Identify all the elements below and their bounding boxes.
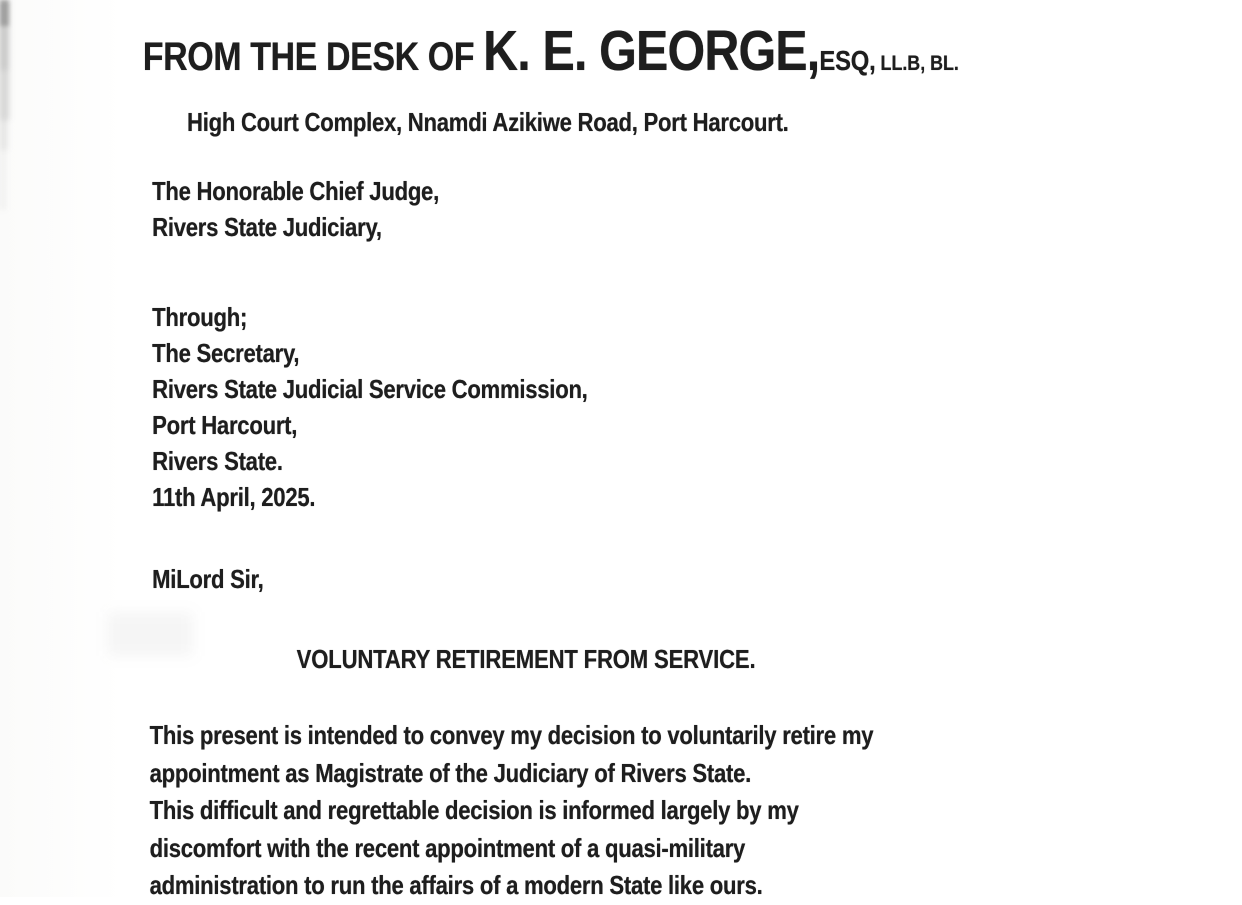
- letterhead-esq: ESQ,: [819, 45, 876, 76]
- through-line: The Secretary,: [152, 338, 300, 368]
- letterhead-credentials: LL.B, BL.: [875, 52, 959, 75]
- body-line: discomfort with the recent appointment of a quasi-military: [149, 832, 746, 863]
- through-block: [0, 299, 1242, 515]
- body-line: This present is intended to convey my decision to voluntarily retire my: [149, 720, 874, 750]
- letterhead: [0, 20, 1242, 97]
- body-line: administration to run the affairs of a modern State like ours.: [149, 870, 763, 900]
- through-line: Rivers State.: [152, 446, 283, 476]
- body-paragraph: [0, 717, 1242, 905]
- recipient-line: The Honorable Chief Judge,: [152, 176, 439, 206]
- recipient-line: Rivers State Judiciary,: [152, 212, 382, 242]
- recipient-block: [0, 173, 1242, 245]
- letterhead-name: K. E. GEORGE,: [483, 19, 820, 83]
- subject-line: VOLUNTARY RETIREMENT FROM SERVICE.: [296, 644, 756, 674]
- through-line: Through;: [152, 302, 248, 332]
- letterhead-address: High Court Complex, Nnamdi Azikiwe Road, Port Harcourt.: [187, 107, 789, 137]
- letterhead-prefix: FROM THE DESK OF: [142, 35, 484, 79]
- body-line: This difficult and regrettable decision is informed largely by my: [149, 795, 799, 825]
- through-line: Port Harcourt,: [152, 410, 298, 440]
- through-line: Rivers State Judicial Service Commission,: [152, 374, 588, 404]
- body-line: appointment as Magistrate of the Judiciary of Rivers State.: [149, 757, 752, 788]
- letter-date: 11th April, 2025.: [152, 482, 316, 512]
- salutation: MiLord Sir,: [152, 564, 264, 594]
